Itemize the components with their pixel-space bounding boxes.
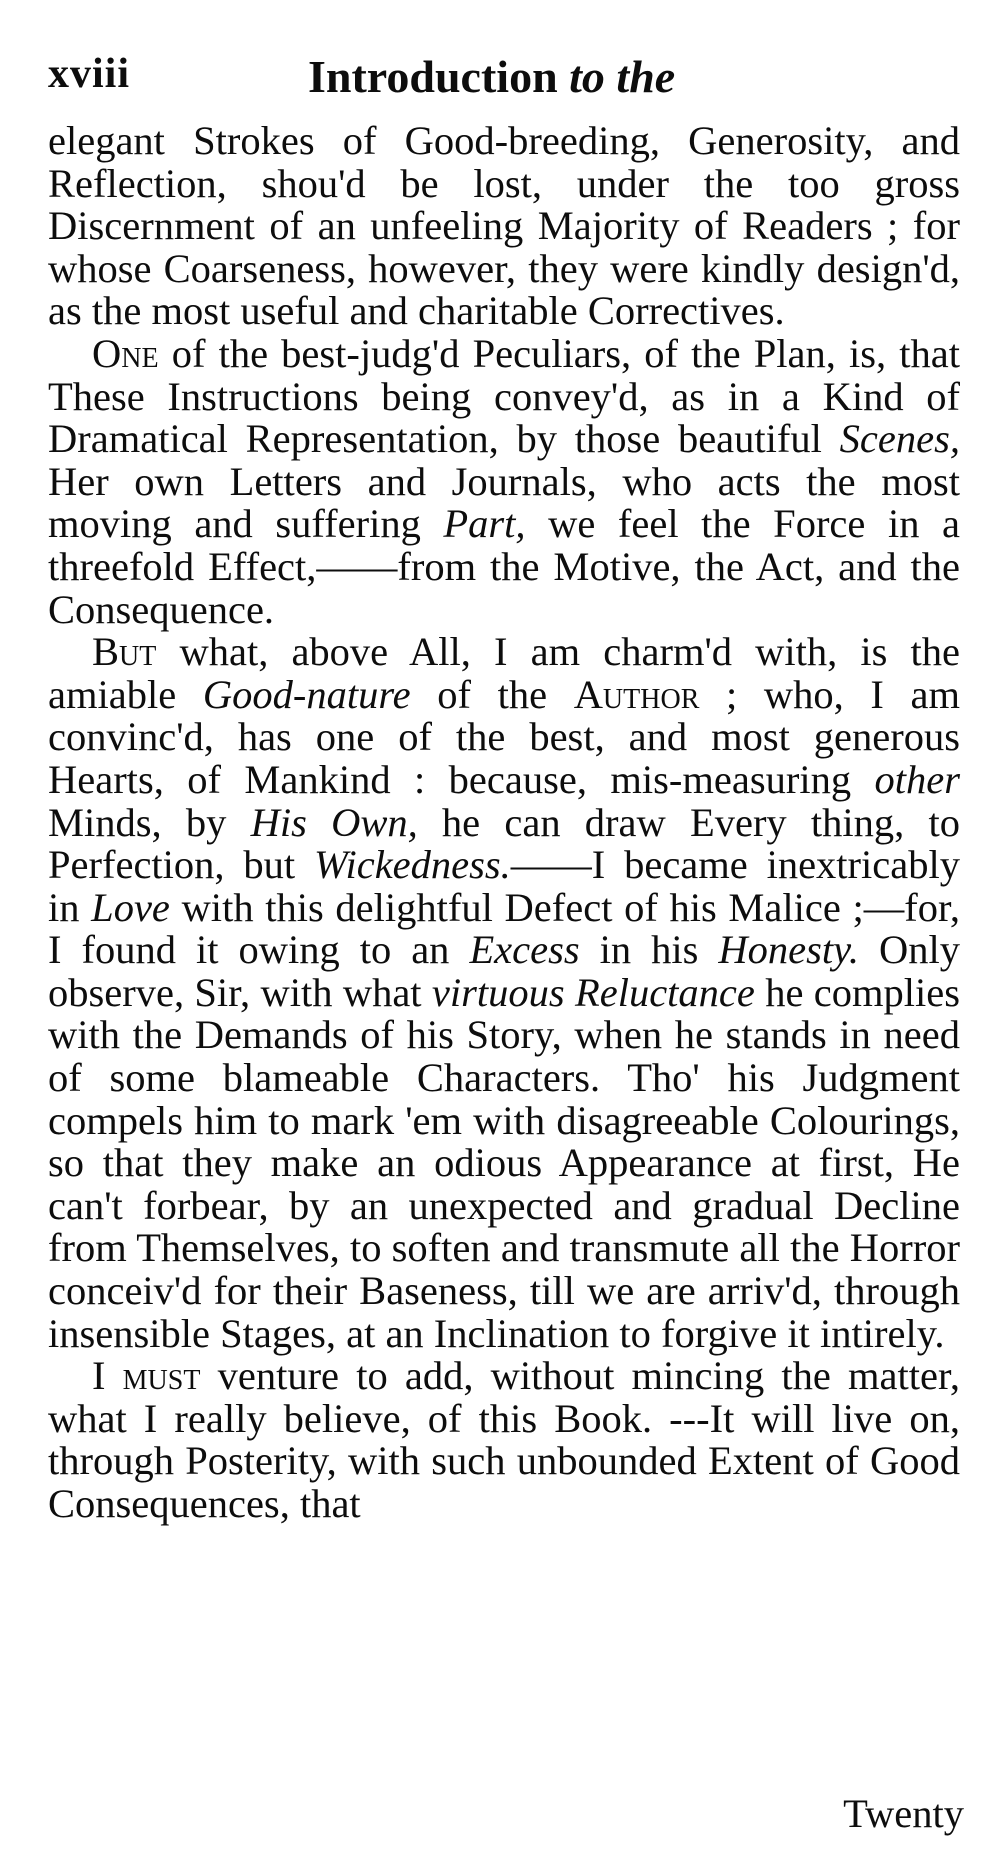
paragraph-2-italic: Part, — [443, 501, 526, 547]
paragraph-3-italic: virtuous Reluctance — [431, 969, 755, 1015]
catchword: Twenty — [843, 1791, 964, 1836]
paragraph-4-lead: I must — [92, 1353, 201, 1399]
paragraph-3-author: Author — [573, 671, 700, 717]
paragraph-3-lead: But — [92, 629, 157, 675]
paragraph-3-text: what, above All, I am charm'd with, is the amiable — [48, 629, 960, 717]
paragraph-3-text: with this delightful Defect of his Malice ;—for, I found it owing to an — [48, 884, 960, 973]
paragraph-2 — [48, 330, 960, 632]
paragraph-1: elegant Strokes of Good-breeding, Generosity, and Reflection, shou'd be lost, under the too gross Discernment of an unfeeling Majority of Readers ; for whose Coarseness, however, they were kindly design'd, as the most useful and charitable Correctives. — [48, 118, 960, 334]
running-title-roman: Introduction — [308, 51, 558, 102]
paragraph-3-text: he can draw Every thing, to Perfection, but — [48, 799, 960, 888]
paragraph-4-text: venture to add, without mincing the matter, what I really believe, of this Book. ---It will live on, through Posterity, with such unbounded Extent of Good Consequences, that — [48, 1353, 960, 1526]
paragraph-3-text: ——I became inextricably in — [48, 842, 960, 930]
paragraph-3-italic: Honesty. — [718, 927, 860, 973]
paragraph-3-text: Only observe, Sir, with what — [48, 927, 961, 1015]
paragraph-2-italic: Scenes, — [839, 416, 960, 462]
paragraph-3-italic: Love — [91, 884, 170, 930]
paragraph-3-text: of the — [410, 671, 574, 717]
paragraph-3-text: ; who, I am convinc'd, has one of the best, and most generous Hearts, of Mankind : because, mis-measuring — [48, 671, 961, 802]
paragraph-3-italic: Good-nature — [202, 671, 411, 717]
running-title — [308, 50, 675, 103]
paragraph-4 — [48, 1355, 960, 1525]
running-title-italic: to the — [569, 51, 676, 102]
paragraph-3-text: in his — [579, 927, 719, 973]
paragraph-3-italic: His Own, — [250, 799, 418, 845]
body-text — [48, 120, 960, 1526]
paragraph-3-text: Minds, by — [48, 799, 251, 845]
page-number: xviii — [48, 51, 131, 97]
paragraph-2-lead: One — [92, 330, 159, 376]
paragraph-2-text: we feel the Force in a threefold Effect,——from the Motive, the Act, and the Consequence. — [48, 501, 960, 632]
paragraph-2-text: Her own Letters and Journals, who acts the most moving and suffering — [48, 458, 960, 547]
page-header — [48, 50, 968, 122]
paragraph-3-italic: other — [874, 756, 960, 802]
paragraph-3-italic: Excess — [469, 927, 580, 973]
paragraph-2-text: of the best-judg'd Peculiars, of the Plan, is, that These Instructions being convey'd, as in a Kind of Dramatical Representation, by those beautiful — [48, 330, 960, 462]
paragraph-3-italic: Wickedness. — [313, 842, 511, 888]
paragraph-3 — [48, 631, 960, 1355]
paragraph-3-text: he complies with the Demands of his Story, when he stands in need of some blameable Characters. Tho' his Judgment compels him to mark 'em with disagreeable Colourings, so that they make an odious Appearance at first, He can't forbear, by an unexpected and gradual Decline from Themselves, to soften and transmute all the Horror conceiv'd for their Baseness, till we are arriv'd, through insensible Stages, at an Inclination to forgive it intirely. — [48, 969, 960, 1356]
